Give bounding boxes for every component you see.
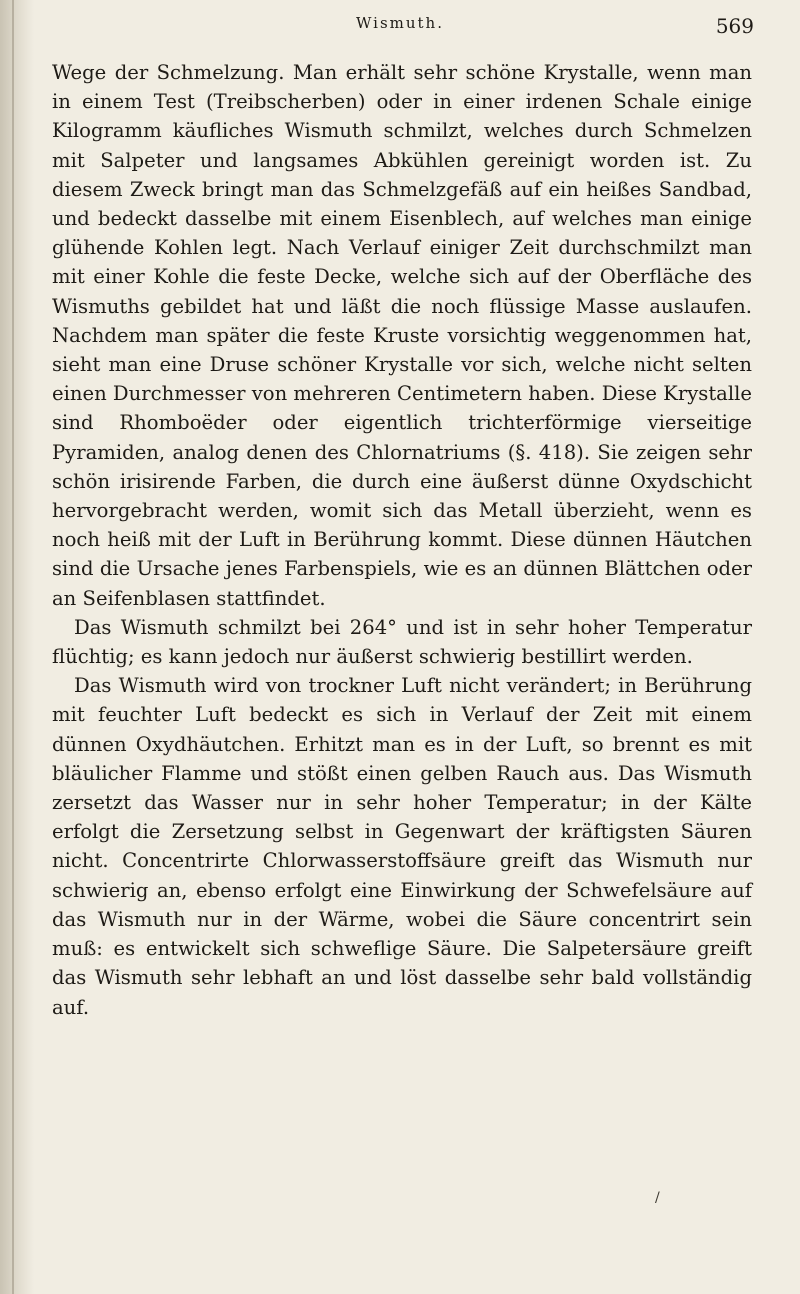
page-header [40,14,760,44]
binding-edge [12,0,14,1294]
binding-shadow [0,0,34,1294]
paragraph-crystallization: Wege der Schmelzung. Man erhält sehr schöne Krystalle, wenn man in einem Test (Treibscherben) oder in einer irdenen Schale einige Kilogramm käufliches Wismuth schmilzt, welches durch Schmelzen mit Salpeter und langsames Abkühlen gereinigt worden ist. Zu diesem Zweck bringt man das Schmelzgefäß auf ein heißes Sandbad, und bedeckt dasselbe mit einem Eisenblech, auf welches man einige glühende Kohlen legt. Nach Verlauf einiger Zeit durchschmilzt man mit einer Kohle die feste Decke, welche sich auf der Oberfläche des Wismuths gebildet hat und läßt die noch flüssige Masse auslaufen. Nachdem man später die feste Kruste vorsichtig weggenommen hat, sieht man eine Druse schöner Krystalle vor sich, welche nicht selten einen Durchmesser von mehreren Centimetern haben. Diese Krystalle sind Rhomboëder oder eigentlich trichterförmige vierseitige Pyramiden, analog denen des Chlornatriums (§. 418). Sie zeigen sehr schön irisirende Farben, die durch eine äußerst dünne Oxydschicht hervorgebracht werden, womit sich das Metall überzieht, wenn es noch heiß mit der Luft in Berührung kommt. Diese dünnen Häutchen sind die Ursache jenes Farbenspiels, wie es an dünnen Blättchen oder an Seifenblasen stattfindet. [52,61,752,610]
stray-mark: / [655,1190,660,1206]
running-head: Wismuth. [356,14,444,32]
paragraph-chemical-behavior: Das Wismuth wird von trockner Luft nicht verändert; in Berührung mit feuchter Luft bedeckt es sich in Verlauf der Zeit mit einem dünnen Oxydhäutchen. Erhitzt man es in der Luft, so brennt es mit bläulicher Flamme und stößt einen gelben Rauch aus. Das Wismuth zersetzt das Wasser nur in sehr hoher Temperatur; in der Kälte erfolgt die Zersetzung selbst in Gegenwart der kräftigsten Säuren nicht. Concentrirte Chlorwasserstoffsäure greift das Wismuth nur schwierig an, ebenso erfolgt eine Einwirkung der Schwefelsäure auf das Wismuth nur in der Wärme, wobei die Säure concentrirt sein muß: es entwickelt sich schweflige Säure. Die Salpetersäure greift das Wismuth sehr lebhaft an und löst dasselbe sehr bald vollständig auf. [52,674,752,1019]
page-number: 569 [715,14,754,38]
body-text [52,58,752,1022]
paragraph-melting-point: Das Wismuth schmilzt bei 264° und ist in sehr hoher Temperatur flüchtig; es kann jedoch nur äußerst schwierig bestillirt werden. [52,615,752,669]
